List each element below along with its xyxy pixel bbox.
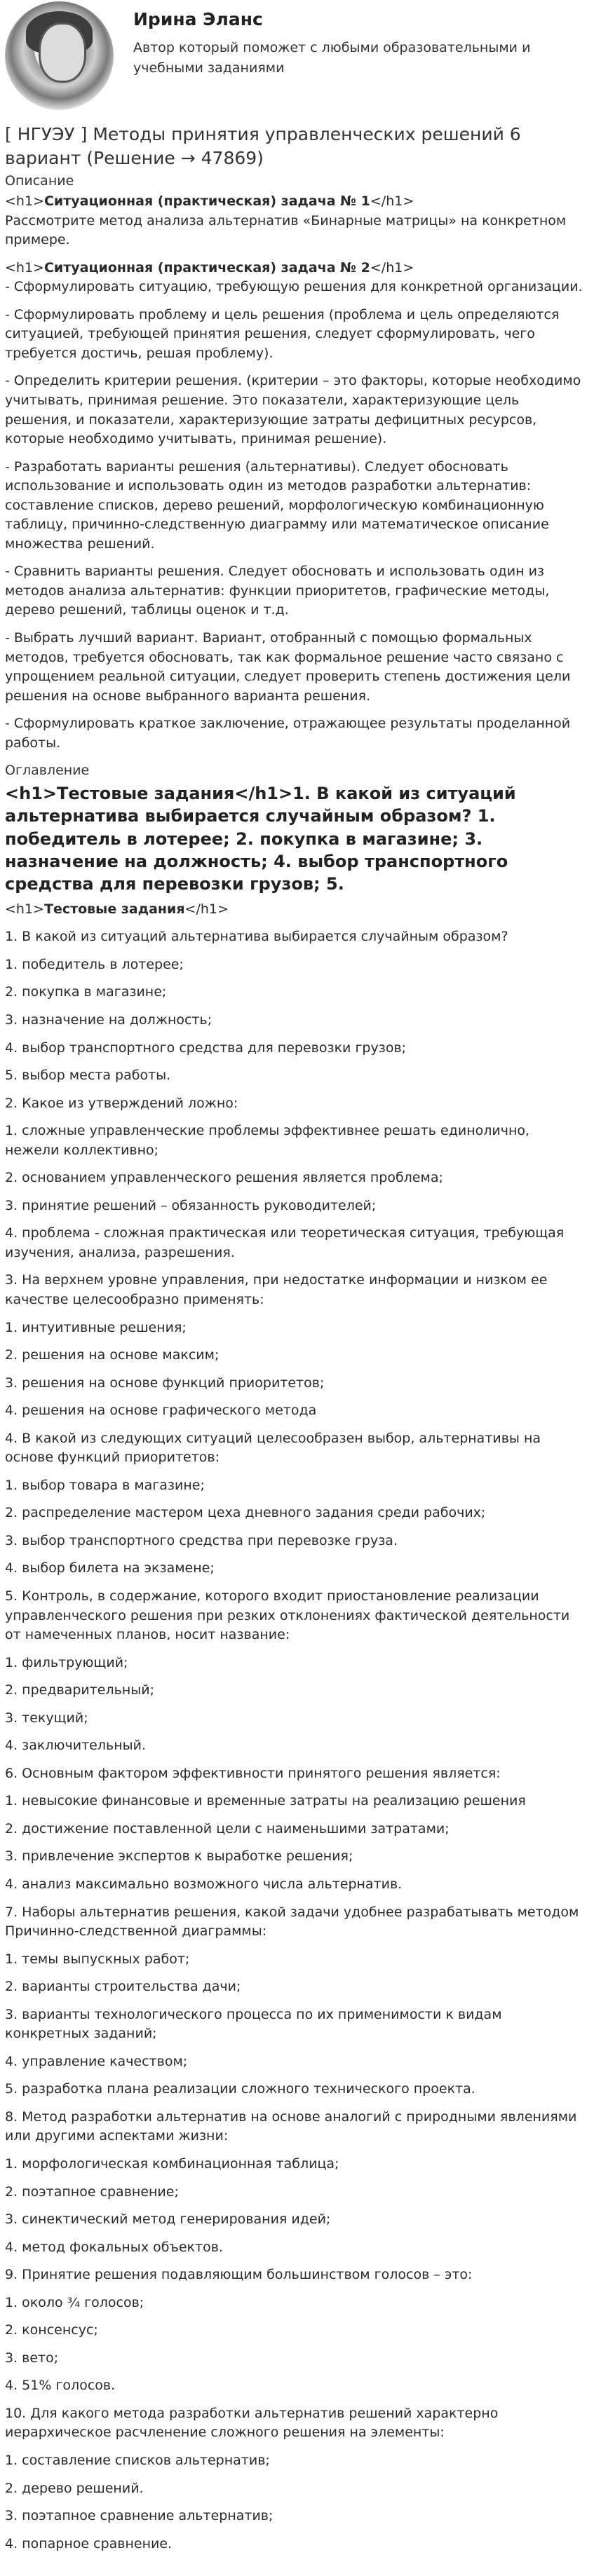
h1-close-tag: </h1> bbox=[184, 901, 229, 917]
test-line: 3. привлечение экспертов к выработке решения; bbox=[5, 1848, 353, 1865]
test-line: 9. Принятие решения подавляющим большинством голосов – это: bbox=[5, 2267, 473, 2283]
h1-open-tag: <h1> bbox=[5, 901, 44, 917]
task-2-item: - Разработать варианты решения (альтернативы). Следует обосновать использование и использовать один из методов разработки альтернатив: составление списков, дерево решений, морфологическую комбинационную таблицу, причинно-следственную диаграмму или математическое описание множества решений. bbox=[5, 458, 549, 552]
test-line: 4. В какой из следующих ситуаций целесообразен выбор, альтернативы на основе функций приоритетов: bbox=[5, 1430, 541, 1466]
task-2-item: - Сформулировать ситуацию, требующую решения для конкретной организации. bbox=[5, 279, 583, 295]
test-line: 3. вето; bbox=[5, 2350, 59, 2366]
test-line: 2. предварительный; bbox=[5, 1682, 154, 1698]
task-2-item: - Сформулировать проблему и цель решения (проблема и цель определяются ситуацией, требующей принятия решения, следует сформулировать, чего требуется достичь, решая проблему). bbox=[5, 306, 560, 361]
test-line: 3. текущий; bbox=[5, 1710, 88, 1726]
test-line: 4. проблема - сложная практическая или теоретическая ситуация, требующая изучения, анализа, разрешения. bbox=[5, 1225, 565, 1260]
author-info bbox=[133, 1, 568, 78]
test-line: 1. невысокие финансовые и временные затраты на реализацию решения bbox=[5, 1793, 526, 1809]
task-2-item: - Сформулировать краткое заключение, отражающее результаты проделанной работы. bbox=[5, 716, 571, 751]
task-1-title: Ситуационная (практическая) задача № 1 bbox=[43, 193, 370, 210]
task-2 bbox=[5, 259, 587, 754]
test-line: 2. основанием управленческого решения является проблема; bbox=[5, 1170, 443, 1186]
test-line: 2. варианты строительства дачи; bbox=[5, 1979, 241, 1995]
tests-heading bbox=[5, 900, 587, 920]
h1-open-tag: <h1> bbox=[5, 259, 44, 275]
test-line: 1. темы выпускных работ; bbox=[5, 1951, 190, 1967]
test-line: 3. синектический метод генерирования идей; bbox=[5, 2212, 331, 2228]
test-line: 2. распределение мастером цеха дневного задания среди рабочих; bbox=[5, 1505, 486, 1521]
test-line: 1. фильтрующий; bbox=[5, 1654, 128, 1670]
test-line: 3. выбор транспортного средства при перевозке груза. bbox=[5, 1532, 398, 1548]
toc-heading: <h1>Тестовые задания</h1>1. В какой из ситуаций альтернатива выбирается случайным образом? 1. победитель в лотерее; 2. покупка в магазине; 3. назначение на должность; 4. выбор транспортного средства для перевозки грузов; 5. bbox=[5, 783, 516, 894]
test-line: 4. 51% голосов. bbox=[5, 2378, 116, 2394]
test-line: 1. составление списков альтернатив; bbox=[5, 2453, 270, 2469]
test-line: 5. Контроль, в содержание, которого входит приостановление реализации управленческого решения при резких отклонениях фактической деятельности от намеченных планов, носит название: bbox=[5, 1588, 570, 1643]
test-line: 4. метод фокальных объектов. bbox=[5, 2239, 223, 2255]
test-line: 3. принятие решений – обязанность руководителей; bbox=[5, 1197, 377, 1213]
test-line: 4. выбор билета на экзамене; bbox=[5, 1560, 215, 1576]
task-1 bbox=[5, 192, 587, 250]
test-lines bbox=[5, 927, 587, 2554]
test-line: 2. поэтапное сравнение; bbox=[5, 2183, 179, 2200]
h1-open-tag: <h1> bbox=[5, 193, 44, 210]
test-line: 4. выбор транспортного средства для перевозки грузов; bbox=[5, 1040, 407, 1056]
test-line: 3. варианты технологического процесса по их применимости к видам конкретных заданий; bbox=[5, 2006, 502, 2042]
task-2-item: - Сравнить варианты решения. Следует обосновать и использовать один из методов анализа альтернатив: функции приоритетов, графические методы, дерево решений, таблицы оценок и т.д. bbox=[5, 564, 550, 618]
test-line: 1. В какой из ситуаций альтернатива выбирается случайным образом? bbox=[5, 929, 508, 945]
test-line: 3. поэтапное сравнение альтернатив; bbox=[5, 2508, 274, 2524]
description-label: Описание bbox=[5, 172, 74, 189]
tests-title: Тестовые задания bbox=[43, 901, 185, 917]
avatar-face bbox=[39, 22, 86, 83]
test-line: 6. Основным фактором эффективности принятого решения является: bbox=[5, 1765, 501, 1781]
task-1-text: Рассмотрите метод анализа альтернатив «Бинарные матрицы» на конкретном примере. bbox=[5, 212, 567, 248]
task-2-item: - Определить критерии решения. (критерии – это факторы, которые необходимо учитывать, принимая решение. Это показатели, характеризующие цель решения, и показатели, характеризующие затраты дефицитных ресурсов, которые необходимо учитывать, принимая решение). bbox=[5, 373, 581, 447]
test-line: 4. решения на основе графического метода bbox=[5, 1403, 317, 1419]
test-line: 1. выбор товара в магазине; bbox=[5, 1477, 205, 1493]
test-line: 5. выбор места работы. bbox=[5, 1068, 171, 1084]
test-line: 2. дерево решений. bbox=[5, 2480, 144, 2496]
test-line: 1. морфологическая комбинационная таблица; bbox=[5, 2156, 339, 2172]
test-line: 4. анализ максимально возможного числа альтернатив. bbox=[5, 1876, 403, 1892]
task-1-heading bbox=[5, 192, 587, 212]
test-line: 4. управление качеством; bbox=[5, 2053, 188, 2069]
author-card bbox=[5, 0, 587, 110]
task-2-item: - Выбрать лучший вариант. Вариант, отобранный с помощью формальных методов, требуется обосновать, так как формальное решение часто связано с упрощением реальной ситуации, следует проверить степень достижения цели решения на основе выбранного варианта решения. bbox=[5, 629, 571, 704]
task-2-items bbox=[5, 278, 587, 753]
h1-close-tag: </h1> bbox=[370, 259, 414, 275]
avatar[interactable] bbox=[5, 1, 114, 110]
test-line: 1. около ¾ голосов; bbox=[5, 2294, 144, 2310]
toc-label: Оглавление bbox=[5, 763, 90, 779]
author-name[interactable]: Ирина Эланс bbox=[133, 9, 263, 29]
test-line: 4. заключительный. bbox=[5, 1738, 147, 1754]
test-line: 2. Какое из утверждений ложно: bbox=[5, 1095, 238, 1111]
test-line: 1. интуитивные решения; bbox=[5, 1319, 187, 1335]
test-line: 1. победитель в лотерее; bbox=[5, 956, 184, 972]
task-2-title: Ситуационная (практическая) задача № 2 bbox=[43, 259, 370, 275]
test-line: 4. попарное сравнение. bbox=[5, 2535, 173, 2551]
test-line: 3. На верхнем уровне управления, при недостатке информации и низком ее качестве целесообразно применять: bbox=[5, 1272, 548, 1307]
test-line: 2. покупка в магазине; bbox=[5, 984, 167, 1000]
test-line: 3. решения на основе функций приоритетов; bbox=[5, 1375, 325, 1391]
test-line: 3. назначение на должность; bbox=[5, 1011, 212, 1028]
test-line: 8. Метод разработки альтернатив на основе аналогий с природными явлениями или другими аспектами жизни: bbox=[5, 2108, 577, 2144]
page-title: [ НГУЭУ ] Методы принятия управленческих решений 6 вариант (Решение → 47869) bbox=[5, 124, 521, 168]
test-line: 7. Наборы альтернатив решения, какой задачи удобнее разрабатывать методом Причинно-следственной диаграммы: bbox=[5, 1904, 579, 1940]
test-line: 2. консенсус; bbox=[5, 2322, 98, 2338]
test-line: 10. Для какого метода разработки альтернатив решений характерно иерархическое расчленение сложного решения на элементы: bbox=[5, 2405, 499, 2441]
task-2-heading bbox=[5, 259, 587, 278]
test-line: 2. достижение поставленной цели с наименьшими затратами; bbox=[5, 1820, 450, 1836]
test-line: 5. разработка плана реализации сложного технического проекта. bbox=[5, 2081, 475, 2097]
test-line: 1. сложные управленческие проблемы эффективнее решать единолично, нежели коллективно; bbox=[5, 1123, 530, 1158]
tests-section bbox=[5, 900, 587, 2554]
test-line: 2. решения на основе максим; bbox=[5, 1347, 220, 1363]
h1-close-tag: </h1> bbox=[370, 193, 414, 210]
author-description: Автор который поможет с любыми образовательными и учебными заданиями bbox=[133, 40, 531, 76]
